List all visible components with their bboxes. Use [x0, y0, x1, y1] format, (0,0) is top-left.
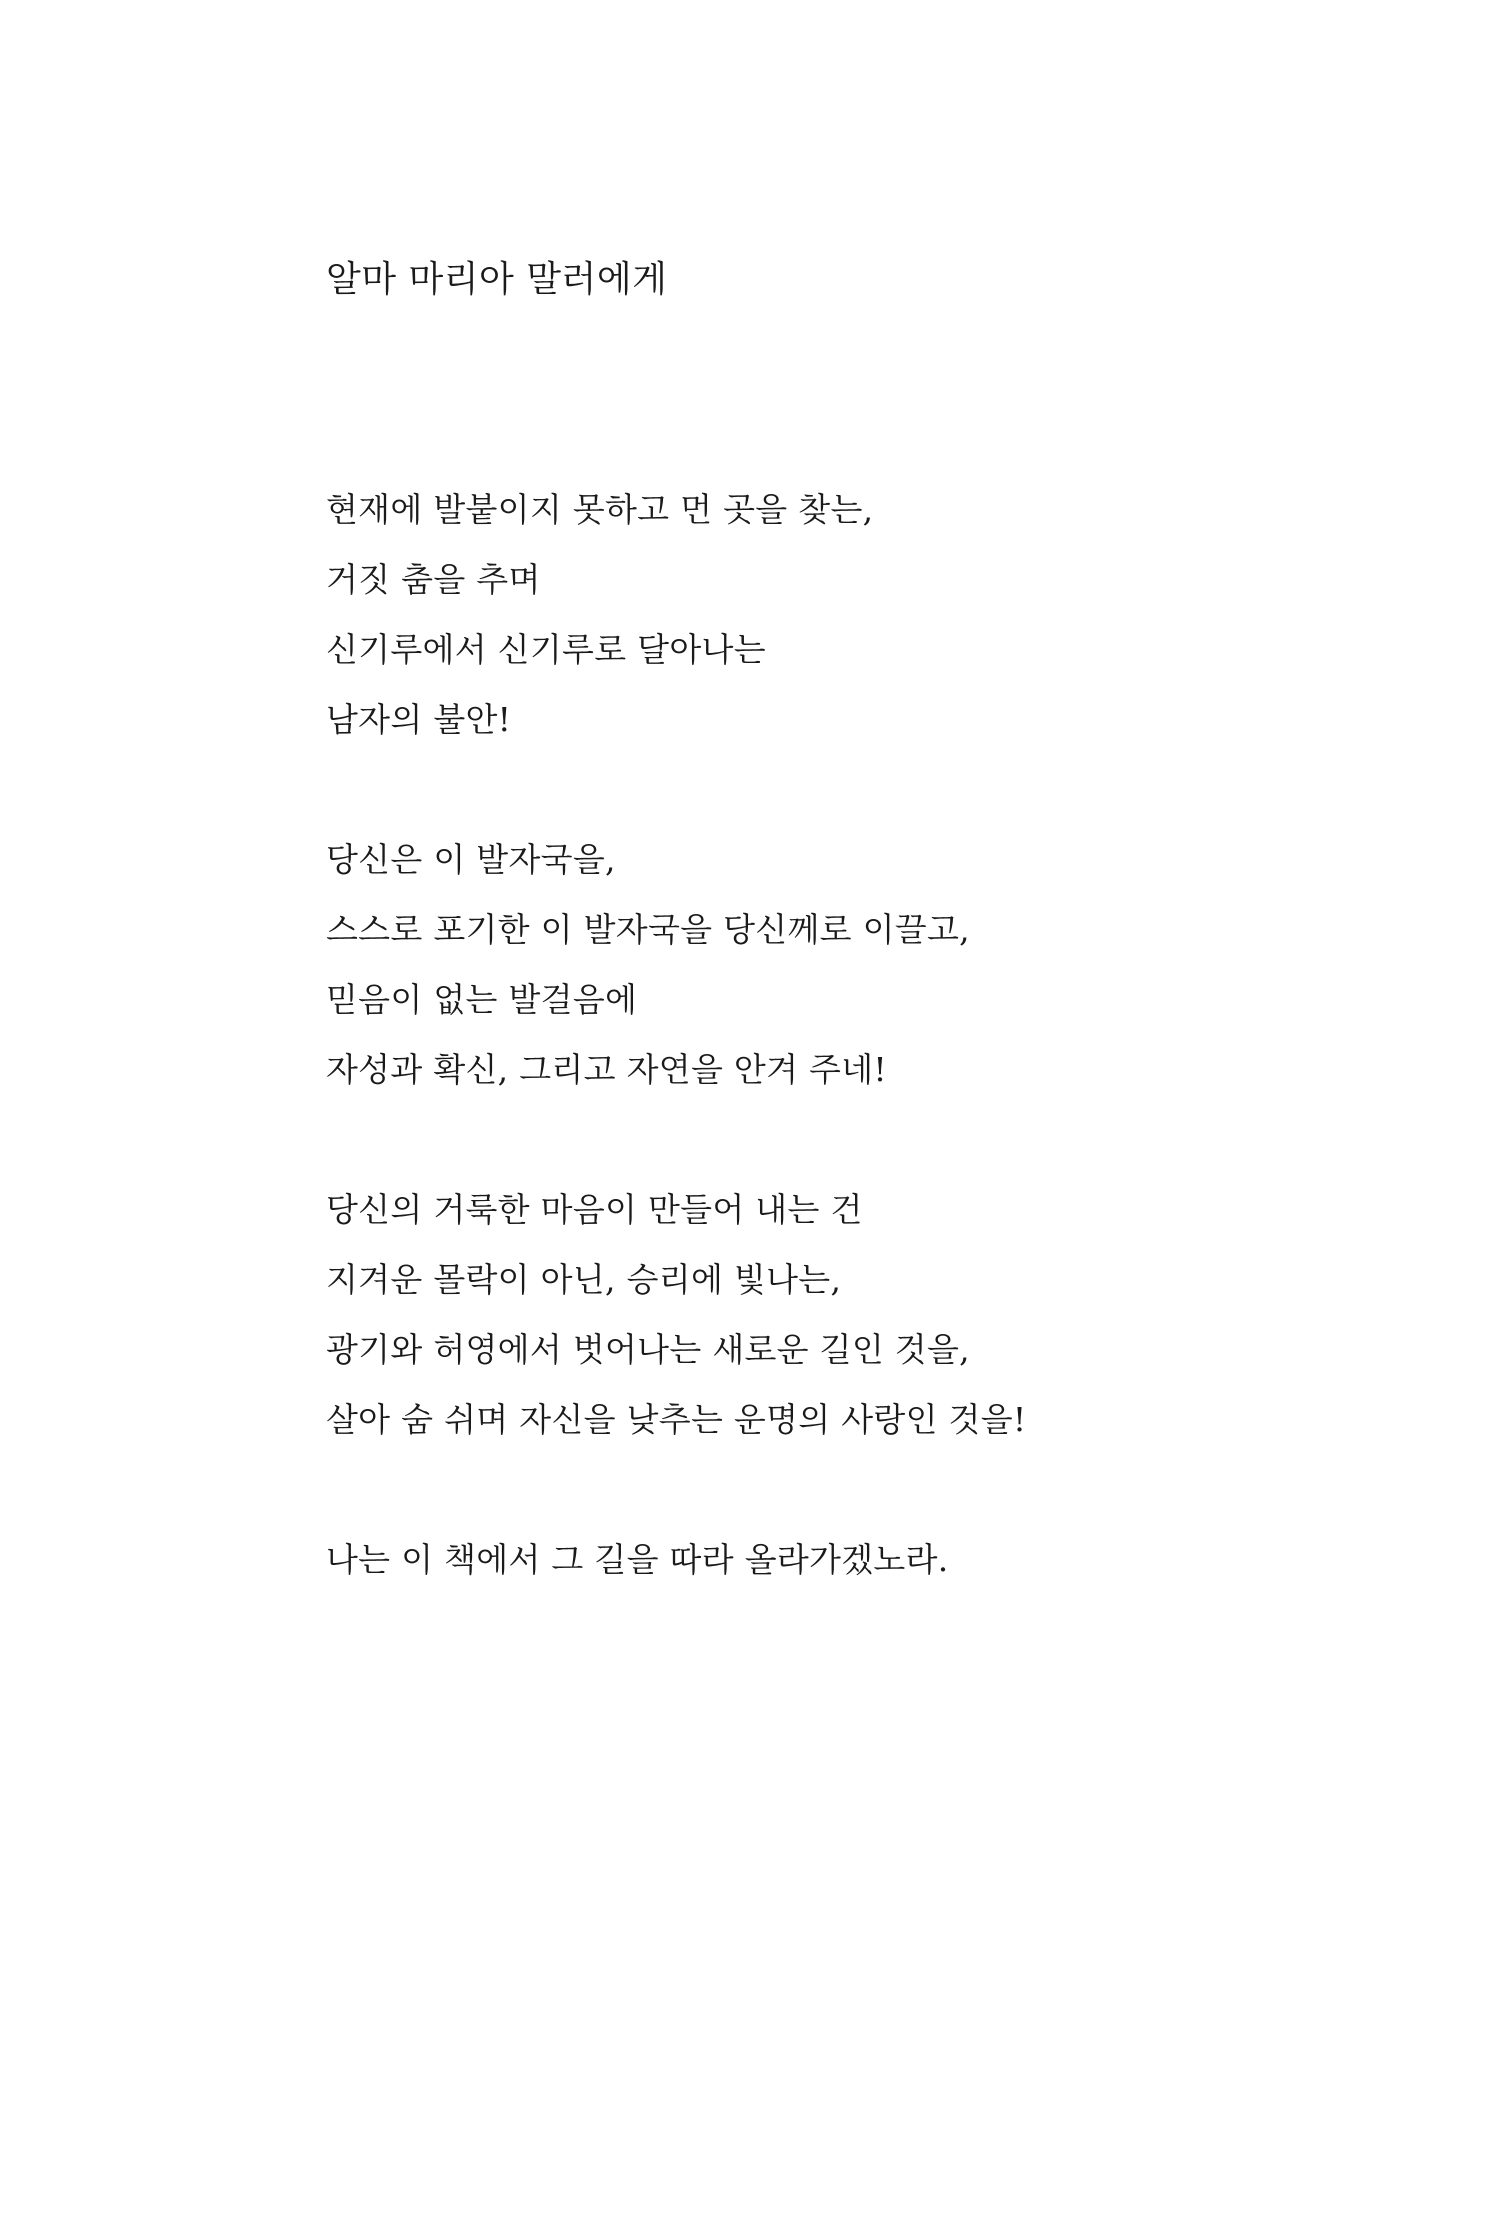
poem-line: 지겨운 몰락이 아닌, 승리에 빛나는,	[326, 1260, 842, 1299]
poem-line: 현재에 발붙이지 못하고 먼 곳을 찾는,	[326, 490, 874, 529]
poem-line: 당신의 거룩한 마음이 만들어 내는 건	[326, 1190, 863, 1229]
poem-line: 거짓 춤을 추며	[326, 560, 541, 599]
poem-line: 당신은 이 발자국을,	[326, 840, 616, 879]
poem-title: 알마 마리아 말러에게	[326, 259, 668, 300]
stanza	[326, 825, 1426, 1105]
poem-line: 자성과 확신, 그리고 자연을 안겨 주네!	[326, 1050, 887, 1089]
stanza	[326, 475, 1426, 755]
poem-line: 광기와 허영에서 벗어나는 새로운 길인 것을,	[326, 1330, 970, 1369]
poem-line: 남자의 불안!	[326, 700, 512, 739]
poem-line: 살아 숨 쉬며 자신을 낮추는 운명의 사랑인 것을!	[326, 1400, 1027, 1439]
stanza	[326, 1525, 1426, 1595]
poem-line: 나는 이 책에서 그 길을 따라 올라가겠노라.	[326, 1540, 949, 1579]
poem-line: 신기루에서 신기루로 달아나는	[326, 630, 766, 669]
poem-line: 믿음이 없는 발걸음에	[326, 980, 638, 1019]
poem-line: 스스로 포기한 이 발자국을 당신께로 이끌고,	[326, 910, 970, 949]
stanza	[326, 1175, 1426, 1455]
poem-body	[326, 475, 1426, 1665]
